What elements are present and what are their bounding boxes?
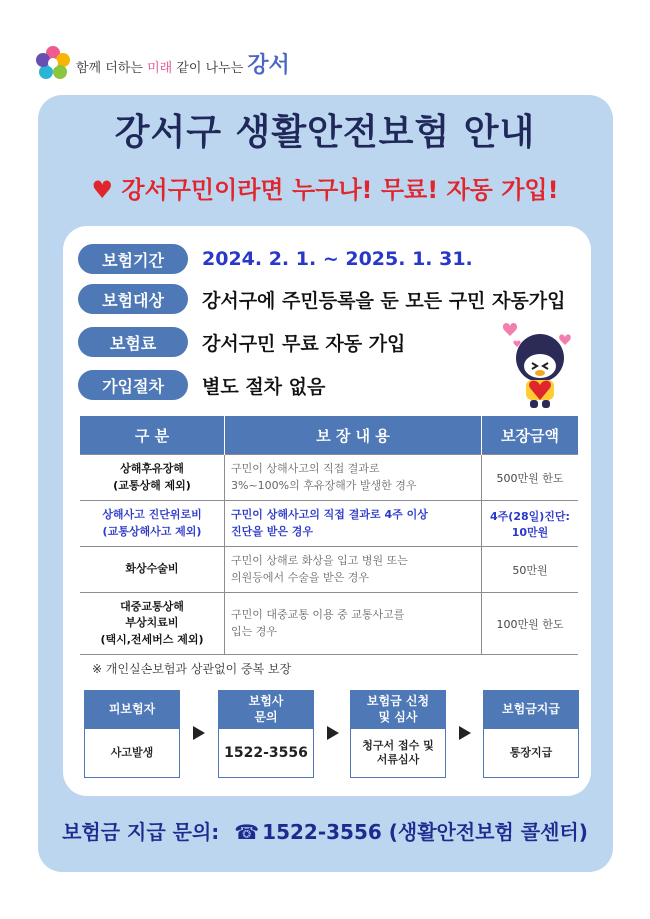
table-cell-category <box>80 593 225 655</box>
step-description: 청구서 접수 및 서류심사 <box>362 738 434 766</box>
flower-logo-icon <box>34 44 72 82</box>
coverage-table <box>80 416 578 655</box>
logo-slogan-highlight: 미래 <box>147 60 173 76</box>
content-line: 의원등에서 수술을 받은 경우 <box>231 570 370 584</box>
step-title: 보험금지급 <box>484 691 578 729</box>
step-title: 보험사 문의 <box>219 691 313 729</box>
subtitle <box>0 170 650 205</box>
table-cell-amount <box>482 593 579 655</box>
info-value: 강서구민 무료 자동 가입 <box>202 332 406 355</box>
logo-slogan-prefix: 함께 더하는 <box>76 60 143 76</box>
subtitle-text: 강서구민이라면 누구나! 무료! 자동 가입! <box>121 176 559 204</box>
info-row-premium <box>78 327 405 357</box>
page-title: 강서구 생활안전보험 안내 <box>114 112 536 153</box>
table-header-row <box>80 416 578 455</box>
logo-slogan <box>76 48 290 79</box>
footer-contact <box>0 816 650 845</box>
content-line: 구민이 대중교통 이용 중 교통사고를 <box>231 608 405 621</box>
info-value: 별도 절차 없음 <box>202 375 326 398</box>
step-phone: 1522-3556 <box>224 744 308 761</box>
table-header: 보장금액 <box>482 416 579 455</box>
step-description: 사고발생 <box>110 745 154 759</box>
info-label: 보험기간 <box>78 244 188 274</box>
logo-brand: 강서 <box>247 52 290 78</box>
info-value: 강서구에 주민등록을 둔 모든 구민 자동가입 <box>202 289 566 312</box>
category-line: (교통상해 제외) <box>113 478 191 492</box>
process-step-claim <box>350 690 446 778</box>
info-row-period <box>78 244 473 274</box>
phone-icon: ☎ <box>234 820 260 844</box>
table-cell-amount <box>482 501 579 547</box>
info-value: 2024. 2. 1. ~ 2025. 1. 31. <box>202 248 473 270</box>
logo-slogan-middle: 같이 나누는 <box>176 60 244 76</box>
arrow-right-icon <box>459 726 471 740</box>
content-line: 구민이 상해로 화상을 입고 병원 또는 <box>231 554 408 567</box>
footer-phone[interactable]: 1522-3556 <box>262 820 382 844</box>
footer-label: 보험금 지급 문의: <box>62 820 220 844</box>
amount-line: 100만원 한도 <box>496 617 564 631</box>
coverage-note: ※ 개인실손보험과 상관없이 중복 보장 <box>92 662 292 676</box>
arrow-right-icon <box>327 726 339 740</box>
content-line: 3%~100%의 후유장해가 발생한 경우 <box>231 478 417 492</box>
process-step-inquiry <box>218 690 314 778</box>
table-cell-amount <box>482 455 579 501</box>
category-line: (택시,전세버스 제외) <box>100 632 204 646</box>
table-row <box>80 593 578 655</box>
table-row <box>80 501 578 547</box>
category-line: 상해후유장해 <box>120 462 184 475</box>
table-cell-category <box>80 547 225 593</box>
heart-icon: ♥ <box>91 176 113 204</box>
content-line: 구민이 상해사고의 직접 결과로 4주 이상 <box>231 508 428 521</box>
category-line: (교통상해사고 제외) <box>102 524 202 538</box>
category-line: 대중교통상해 <box>120 599 184 613</box>
mascot-illustration <box>496 318 580 410</box>
table-row <box>80 455 578 501</box>
content-line: 구민이 상해사고의 직접 결과로 <box>231 462 380 475</box>
footer-center: (생활안전보험 콜센터) <box>388 820 588 844</box>
amount-line: 4주(28일)진단: <box>490 509 570 523</box>
amount-line: 10만원 <box>511 525 549 539</box>
table-cell-category <box>80 455 225 501</box>
table-cell-content <box>225 501 482 547</box>
step-description: 통장지급 <box>509 745 553 759</box>
arrow-right-icon <box>193 726 205 740</box>
info-row-procedure <box>78 370 325 400</box>
process-step-payment <box>483 690 579 778</box>
table-header: 구 분 <box>80 416 225 455</box>
district-logo <box>34 44 290 82</box>
table-cell-category <box>80 501 225 547</box>
amount-line: 50만원 <box>512 563 548 577</box>
table-cell-content <box>225 547 482 593</box>
table-row <box>80 547 578 593</box>
process-step-insured <box>84 690 180 778</box>
table-cell-content <box>225 455 482 501</box>
table-header: 보 장 내 용 <box>225 416 482 455</box>
content-line: 입는 경우 <box>231 624 278 638</box>
step-title: 보험금 신청 및 심사 <box>351 691 445 729</box>
step-title: 피보험자 <box>85 691 179 729</box>
category-line: 상해사고 진단위로비 <box>102 508 202 521</box>
table-cell-content <box>225 593 482 655</box>
amount-line: 500만원 한도 <box>496 471 564 485</box>
category-line: 부상치료비 <box>125 616 179 630</box>
info-label: 보험료 <box>78 327 188 357</box>
content-line: 진단을 받은 경우 <box>231 524 314 538</box>
info-label: 보험대상 <box>78 284 188 314</box>
table-cell-amount <box>482 547 579 593</box>
info-label: 가입절차 <box>78 370 188 400</box>
category-line: 화상수술비 <box>125 562 179 576</box>
info-row-target <box>78 284 565 314</box>
